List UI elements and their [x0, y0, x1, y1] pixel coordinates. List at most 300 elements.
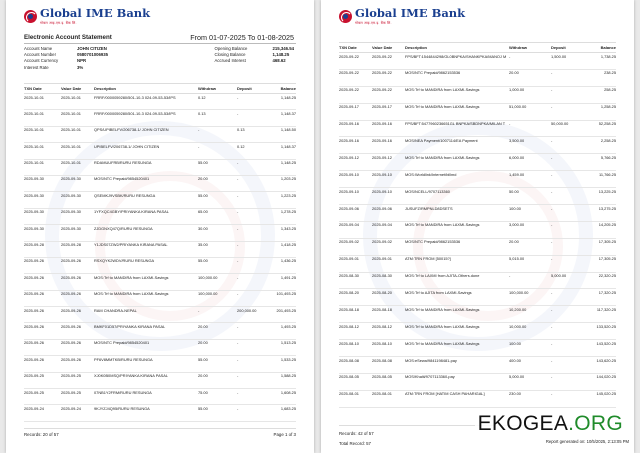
table-row [24, 307, 296, 323]
transactions-table-page-1 [24, 83, 296, 422]
cell-deposit: - [551, 323, 553, 329]
cell-value-date: 2025-09-26 [61, 258, 81, 264]
cell-txn-date: 2025-08-30 [339, 273, 359, 279]
cell-value-date: 2025-08-05 [372, 374, 392, 380]
bank-tagline: गोबल आइ.एम.इ. बैंक लि. [355, 20, 392, 25]
cell-balance: 1,148.37 [280, 110, 296, 116]
cell-deposit: 5,000.00 [551, 273, 567, 279]
bank-logo-icon [339, 10, 352, 23]
cell-withdraw: 3,000.00 [509, 222, 525, 228]
cell-txn-date: 2025-09-26 [24, 323, 44, 329]
cell-deposit: - [551, 374, 553, 380]
cell-balance: 1,148.25 [280, 160, 296, 166]
cell-deposit: - [551, 357, 553, 363]
cell-description: FPS/BFT:1544844298/GL0BNPKA/SHANKPKA/MANOJ M [405, 54, 507, 59]
table-row [339, 205, 616, 222]
cell-withdraw: 20.00 [198, 323, 208, 329]
cell-description: 1YFXQC4GBY/PRIYANKA KIRANA PASAL [94, 210, 169, 215]
cell-value-date: 2025-09-10 [372, 188, 392, 194]
table-row [24, 160, 296, 176]
cell-value-date: 2025-09-16 [372, 137, 392, 143]
cell-txn-date: 2025-10-01 [24, 94, 44, 100]
cell-value-date: 2025-09-04 [372, 222, 392, 228]
balance-info: Opening Balance 215,346.54 Closing Balance 1,148.25 Accrued Interest 468.62 [214, 46, 294, 64]
cell-deposit: - [237, 323, 239, 329]
cell-withdraw: 400.00 [509, 357, 521, 363]
header-divider [24, 43, 296, 44]
cell-balance: 1,278.25 [280, 209, 296, 215]
cell-value-date: 2025-08-12 [372, 323, 392, 329]
cell-balance: 143,620.25 [596, 357, 616, 363]
account-info: Account Name JOHN CITIZEN Account Number 0580701006935 Account Currency NPR Interest Rate 3% [24, 46, 109, 70]
cell-txn-date: 2025-09-16 [339, 137, 359, 143]
cell-description: FRRF/0000059280/501-10-3 024-09-53-53/IPS [94, 95, 176, 100]
cell-balance: 201,493.25 [276, 307, 296, 313]
cell-value-date: 2025-09-25 [61, 389, 81, 395]
cell-balance: 1,533.25 [280, 356, 296, 362]
report-generated-timestamp: Report generated on: 10/5/2025, 2:13:05 PM [543, 438, 632, 445]
cell-txn-date: 2025-09-10 [339, 188, 359, 194]
cell-description: RAM CHANDRA-NEPAL [94, 308, 137, 313]
opening-balance: 215,346.54 [272, 46, 294, 51]
cell-balance: 1,148.25 [280, 94, 296, 100]
cell-description: BMKF01D57/PRIYANKA KIRANA PASAL [94, 324, 166, 329]
cell-txn-date: 2025-08-18 [339, 306, 359, 312]
cell-value-date: 2025-09-26 [61, 307, 81, 313]
cell-value-date: 2025-09-26 [61, 291, 81, 297]
cell-description: 07NB1Y2FRM/RURU RESUNGA [94, 390, 152, 395]
cell-description: MOS:Trf to MANDIRA from LAXMI-Savings [405, 88, 480, 93]
bank-logo-icon [24, 10, 37, 23]
table-row [339, 374, 616, 391]
cell-withdraw: 20.00 [509, 239, 519, 245]
site-watermark-logo: EKOGEA.ORG [475, 412, 626, 436]
table-row [339, 154, 616, 171]
cell-deposit: - [551, 340, 553, 346]
cell-withdraw: 51,000.00 [509, 104, 527, 110]
cell-balance: 1,513.25 [280, 340, 296, 346]
cell-deposit: - [237, 176, 239, 182]
cell-withdraw: 0.13 [198, 110, 206, 116]
table-row [339, 391, 616, 408]
cell-balance: 144,020.25 [596, 374, 616, 380]
cell-txn-date: 2025-09-06 [339, 205, 359, 211]
statement-page-2 [321, 0, 634, 453]
table-row [339, 188, 616, 205]
table-row [24, 356, 296, 372]
cell-txn-date: 2025-09-30 [24, 176, 44, 182]
cell-description: ZJDGNXQ47Q/RURU RESUNGA [94, 226, 153, 231]
table-row [339, 70, 616, 87]
cell-deposit: - [237, 258, 239, 264]
cell-txn-date: 2025-09-02 [339, 239, 359, 245]
table-row [24, 242, 296, 258]
cell-deposit: - [551, 222, 553, 228]
cell-txn-date: 2025-10-01 [24, 127, 44, 133]
total-record: Total Record: 57 [339, 441, 371, 446]
cell-balance: 117,320.25 [596, 306, 616, 312]
cell-description: UPIBELFV/206738-1/ JOHN CITIZEN [94, 144, 160, 149]
table-row [24, 176, 296, 192]
table-row [24, 274, 296, 290]
cell-txn-date: 2025-10-01 [24, 160, 44, 166]
cell-deposit: 200,000.00 [237, 307, 257, 313]
cell-balance: 133,520.25 [596, 323, 616, 329]
cell-deposit: - [237, 160, 239, 166]
cell-deposit: - [551, 391, 553, 397]
cell-value-date: 2025-09-24 [61, 405, 81, 411]
cell-balance: 1,343.25 [280, 225, 296, 231]
table-row [24, 258, 296, 274]
accrued-interest: 468.62 [272, 58, 286, 64]
cell-balance: 14,205.25 [598, 222, 616, 228]
cell-txn-date: 2025-09-25 [24, 373, 44, 379]
cell-balance: 238.25 [604, 70, 616, 76]
table-row [339, 239, 616, 256]
bank-name: Global IME Bank [355, 6, 466, 20]
cell-description: QPS/UPIBELFV/206738-1/ JOHN CITIZEN [94, 128, 169, 133]
cell-txn-date: 2025-09-12 [339, 154, 359, 160]
cell-balance: 1,258.25 [600, 104, 616, 110]
cell-txn-date: 2025-09-22 [339, 70, 359, 76]
cell-description: FRRF/0000059280/501-10-3 024-09-53-53/IPS [94, 111, 176, 116]
cell-deposit: - [551, 239, 553, 245]
account-currency: NPR [77, 58, 87, 64]
cell-txn-date: 2025-09-16 [339, 121, 359, 127]
cell-withdraw: 100.00 [509, 205, 521, 211]
table-row [24, 323, 296, 339]
table-row [24, 94, 296, 110]
table-row [339, 222, 616, 239]
cell-txn-date: 2025-09-30 [24, 225, 44, 231]
cell-value-date: 2025-10-01 [61, 143, 81, 149]
cell-description: MOS/Khalti/9707113360-pay [405, 375, 455, 380]
cell-txn-date: 2025-09-26 [24, 274, 44, 280]
cell-withdraw: 0.12 [198, 94, 206, 100]
cell-value-date: 2025-09-02 [372, 239, 392, 245]
cell-value-date: 2025-09-30 [61, 176, 81, 182]
cell-balance: 143,520.25 [596, 340, 616, 346]
cell-value-date: 2025-08-20 [372, 289, 392, 295]
cell-description: MOS:Trf to AJITA from LAXMI-Savings [405, 290, 472, 295]
cell-withdraw: 20.00 [509, 70, 519, 76]
cell-withdraw: 30.00 [198, 225, 208, 231]
cell-description: MOS/NEA Payment/1007114/EA Payment [405, 138, 478, 143]
cell-description: MOS/NTC Prepaid/9854520401 [94, 177, 150, 182]
cell-deposit: - [551, 171, 553, 177]
cell-deposit: - [237, 110, 239, 116]
table-row [24, 373, 296, 389]
cell-description: ATM:TRN FROM [50015?] [405, 257, 451, 262]
cell-description: MOS/NTC Prepaid/9862153536 [405, 71, 461, 76]
table-row [339, 323, 616, 340]
cell-balance: 52,258.25 [598, 121, 616, 127]
cell-withdraw: 55.00 [198, 192, 208, 198]
cell-balance: 17,320.25 [598, 289, 616, 295]
cell-description: MOS:Trf to MANDIRA from LAXMI-Savings [405, 324, 480, 329]
cell-txn-date: 2025-09-26 [24, 340, 44, 346]
cell-value-date: 2025-09-30 [61, 192, 81, 198]
cell-deposit: 50,000.00 [551, 121, 569, 127]
cell-txn-date: 2025-09-22 [339, 53, 359, 59]
cell-withdraw: - [509, 53, 511, 59]
cell-value-date: 2025-09-12 [372, 154, 392, 160]
cell-deposit: - [237, 405, 239, 411]
cell-description: MOS:eSewa/9841198481-pay [405, 358, 457, 363]
cell-value-date: 2025-09-10 [372, 171, 392, 177]
cell-value-date: 2025-09-06 [372, 205, 392, 211]
cell-deposit: - [551, 256, 553, 262]
cell-balance: 11,766.25 [598, 171, 616, 177]
cell-value-date: 2025-09-26 [61, 323, 81, 329]
cell-withdraw: 100,000.00 [198, 291, 218, 297]
cell-txn-date: 2025-08-10 [339, 340, 359, 346]
cell-withdraw: 65.00 [198, 209, 208, 215]
cell-balance: 2,258.25 [600, 137, 616, 143]
bank-logo [339, 8, 465, 26]
cell-deposit: - [551, 137, 553, 143]
cell-txn-date: 2025-09-26 [24, 258, 44, 264]
table-row [339, 289, 616, 306]
cell-value-date: 2025-08-10 [372, 340, 392, 346]
cell-value-date: 2025-08-18 [372, 306, 392, 312]
cell-txn-date: 2025-08-20 [339, 289, 359, 295]
cell-txn-date: 2025-09-26 [24, 307, 44, 313]
cell-value-date: 2025-09-22 [372, 87, 392, 93]
table-row [339, 87, 616, 104]
cell-value-date: 2025-10-01 [61, 94, 81, 100]
cell-balance: 1,223.25 [280, 192, 296, 198]
cell-deposit: 1,500.00 [551, 53, 567, 59]
cell-balance: 13,225.25 [598, 188, 616, 194]
cell-description: JUSUFZ/RMPNLD8DSETS [405, 206, 453, 211]
cell-deposit: - [237, 94, 239, 100]
cell-value-date: 2025-08-08 [372, 357, 392, 363]
cell-txn-date: 2025-08-01 [339, 391, 359, 397]
cell-description: QSEMKJ9VSBK/RURU RESUNGA [94, 193, 156, 198]
cell-withdraw: 55.00 [198, 258, 208, 264]
table-row [339, 340, 616, 357]
cell-withdraw: 50.00 [509, 188, 519, 194]
bank-tagline: गोबल आइ.एम.इ. बैंक लि. [40, 20, 77, 25]
cell-withdraw: 75.00 [198, 389, 208, 395]
cell-description: PF6V8MMTKB/RURU RESUNGA [94, 357, 153, 362]
cell-balance: 1,738.25 [600, 53, 616, 59]
cell-balance: 1,436.25 [280, 258, 296, 264]
cell-balance: 1,683.25 [280, 405, 296, 411]
cell-deposit: - [237, 340, 239, 346]
records-count: Records: 20 of 57 [24, 432, 59, 437]
cell-balance: 1,588.25 [280, 373, 296, 379]
closing-balance: 1,148.25 [272, 52, 290, 58]
cell-txn-date: 2025-08-05 [339, 374, 359, 380]
cell-value-date: 2025-10-01 [61, 110, 81, 116]
cell-balance: 1,493.25 [280, 323, 296, 329]
cell-deposit: 0.13 [237, 127, 245, 133]
cell-value-date: 2025-10-01 [61, 127, 81, 133]
cell-description: MOS:Trf to MANDIRA from LAXMI-Savings [405, 155, 480, 160]
cell-withdraw: 20.00 [198, 373, 208, 379]
cell-description: MOS/NCELL/9707113360 [405, 189, 450, 194]
cell-deposit: - [551, 154, 553, 160]
page-number: Page 1 of 3 [273, 432, 296, 437]
cell-value-date: 2025-09-26 [61, 274, 81, 280]
cell-withdraw: 100,000.00 [509, 289, 529, 295]
cell-withdraw: 55.00 [198, 160, 208, 166]
cell-deposit: - [551, 87, 553, 93]
cell-withdraw: 100,000.00 [198, 274, 218, 280]
statement-period: From 01-07-2025 To 01-08-2025 [190, 33, 294, 42]
cell-balance: 1,418.25 [280, 242, 296, 248]
cell-value-date: 2025-09-30 [61, 209, 81, 215]
cell-txn-date: 2025-09-26 [24, 356, 44, 362]
cell-description: MOS:Trf to MANDIRA from LAXMI-Savings [94, 292, 169, 297]
cell-value-date: 2025-08-01 [372, 391, 392, 397]
cell-deposit: - [551, 205, 553, 211]
cell-description: FPS/BFT:5477960236651GL BNPKA/SBDNPKA/MILAN T [405, 122, 506, 127]
cell-balance: 1,203.25 [280, 176, 296, 182]
statement-page-1 [6, 0, 314, 453]
table-row [339, 171, 616, 188]
cell-withdraw: 55.00 [198, 405, 208, 411]
table-row [24, 389, 296, 405]
cell-deposit: - [551, 188, 553, 194]
cell-deposit: - [237, 373, 239, 379]
cell-txn-date: 2025-09-01 [339, 256, 359, 262]
cell-value-date: 2025-09-30 [61, 225, 81, 231]
cell-description: XJ0K0B0MSQ/PRIYANKA KIRANA PASAL [94, 374, 169, 379]
cell-description: MOS:Trf to MANDIRA from LAXMI-Savings [405, 223, 480, 228]
table-row [24, 291, 296, 307]
page-1-footer [24, 428, 296, 437]
table-row [339, 121, 616, 138]
cell-description: MOS:Trf to MANDIRA from LAXMI-Savings [405, 307, 480, 312]
cell-withdraw: 20.00 [198, 340, 208, 346]
cell-balance: 22,320.25 [598, 273, 616, 279]
cell-withdraw: 1,459.00 [509, 171, 525, 177]
cell-txn-date: 2025-08-12 [339, 323, 359, 329]
cell-deposit: - [237, 209, 239, 215]
cell-txn-date: 2025-09-25 [24, 389, 44, 395]
cell-txn-date: 2025-09-28 [24, 242, 44, 248]
cell-deposit: - [237, 356, 239, 362]
table-row [339, 53, 616, 70]
cell-balance: 1,148.50 [280, 127, 296, 133]
cell-withdraw: - [198, 143, 200, 149]
table-row [24, 225, 296, 241]
cell-txn-date: 2025-09-24 [24, 405, 44, 411]
cell-withdraw: 100.00 [509, 340, 521, 346]
table-row [24, 127, 296, 143]
cell-value-date: 2025-09-25 [61, 373, 81, 379]
cell-withdraw: 35.00 [198, 242, 208, 248]
cell-description: MOS/NTC Prepaid/9854520401 [94, 341, 150, 346]
cell-deposit: - [237, 389, 239, 395]
cell-txn-date: 2025-10-01 [24, 143, 44, 149]
cell-txn-date: 2025-09-26 [24, 291, 44, 297]
table-row [339, 306, 616, 323]
cell-value-date: 2025-09-16 [372, 121, 392, 127]
table-row [339, 357, 616, 374]
cell-txn-date: 2025-09-04 [339, 222, 359, 228]
table-header: TXN Date Value Date Description Withdraw Deposit Balance [339, 42, 616, 53]
cell-value-date: 2025-09-28 [61, 242, 81, 248]
cell-description: MOS:Trf to MANDIRA from LAXMI-Savings [405, 341, 480, 346]
cell-description: ATM:TRN FROM [HATIM CASH PAHARIGAL] [405, 392, 485, 397]
cell-withdraw: - [509, 121, 511, 127]
table-row [24, 143, 296, 159]
cell-value-date: 2025-09-26 [61, 356, 81, 362]
cell-description: RDAMUUFRB/RURU RESUNGA [94, 161, 152, 166]
cell-txn-date: 2025-10-01 [24, 110, 44, 116]
cell-balance: 17,305.25 [598, 239, 616, 245]
cell-balance: 101,493.25 [276, 291, 296, 297]
table-row [24, 405, 296, 421]
account-name: JOHN CITIZEN [77, 46, 107, 51]
cell-value-date: 2025-09-17 [372, 104, 392, 110]
interest-rate: 3% [77, 64, 84, 70]
cell-deposit: - [237, 274, 239, 280]
cell-deposit: - [237, 225, 239, 231]
cell-txn-date: 2025-09-10 [339, 171, 359, 177]
cell-withdraw: - [198, 307, 200, 313]
cell-balance: 1,148.37 [280, 143, 296, 149]
cell-value-date: 2025-10-01 [61, 160, 81, 166]
cell-value-date: 2025-09-22 [372, 70, 392, 76]
cell-balance: 1,608.25 [280, 389, 296, 395]
cell-value-date: 2025-08-30 [372, 273, 392, 279]
cell-description: MOS:Trf to MANDIRA from LAXMI-Savings [94, 275, 169, 280]
cell-description: MOS:Worldlink/Internet/billmd [405, 172, 457, 177]
cell-deposit: - [237, 291, 239, 297]
cell-value-date: 2025-09-22 [372, 53, 392, 59]
cell-description: MOS:Trf to LAXMI from AJITA-Others.done [405, 274, 480, 279]
cell-balance: 145,020.25 [596, 391, 616, 397]
cell-deposit: - [551, 306, 553, 312]
cell-txn-date: 2025-09-30 [24, 192, 44, 198]
cell-balance: 5,766.25 [600, 154, 616, 160]
table-row [339, 137, 616, 154]
cell-txn-date: 2025-09-30 [24, 209, 44, 215]
cell-deposit: - [237, 192, 239, 198]
cell-withdraw: 1,000.00 [509, 87, 525, 93]
account-number: 0580701006935 [77, 52, 109, 58]
cell-description: 9KJYZJ4Q95/RURU RESUNGA [94, 406, 150, 411]
table-row [339, 273, 616, 290]
cell-deposit: 0.12 [237, 143, 245, 149]
cell-withdraw: 5,000.00 [509, 374, 525, 380]
cell-withdraw: - [509, 273, 511, 279]
cell-balance: 13,275.25 [598, 205, 616, 211]
cell-withdraw: 3,500.00 [509, 137, 525, 143]
cell-balance: 17,305.25 [598, 256, 616, 262]
statement-title: Electronic Account Statement [24, 34, 112, 41]
table-row [339, 256, 616, 273]
cell-withdraw: 55.00 [198, 356, 208, 362]
cell-withdraw: 230.00 [509, 391, 521, 397]
cell-withdraw: 5,015.00 [509, 256, 525, 262]
table-row [24, 110, 296, 126]
cell-deposit: - [551, 104, 553, 110]
cell-balance: 258.25 [604, 87, 616, 93]
cell-withdraw: - [198, 127, 200, 133]
cell-txn-date: 2025-09-17 [339, 104, 359, 110]
table-header: TXN Date Value Date Description Withdraw Deposit Balance [24, 83, 296, 94]
cell-description: RSXQYK2WDV/RURU RESUNGA [94, 259, 155, 264]
bank-logo [24, 8, 150, 26]
cell-withdraw: 20.00 [198, 176, 208, 182]
cell-balance: 1,491.25 [280, 274, 296, 280]
